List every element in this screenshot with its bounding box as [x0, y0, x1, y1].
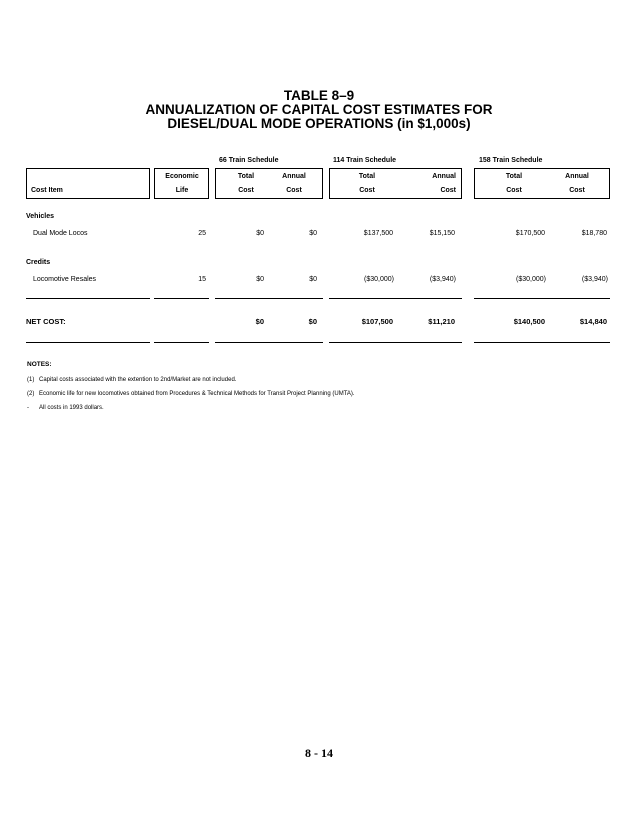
cell-66-annual: $0 — [309, 276, 317, 283]
header-158-annual-cost: Cost — [569, 187, 585, 194]
row-label-net-cost: NET COST: — [26, 317, 66, 326]
cell-66-total: $0 — [256, 276, 264, 283]
header-box-66 — [215, 168, 323, 199]
cell-114-total: $137,500 — [363, 230, 393, 237]
rule-below-net-66 — [215, 342, 323, 343]
cell-66-annual: $0 — [309, 230, 317, 237]
rule-above-net-life — [154, 298, 209, 299]
note-3 — [27, 404, 104, 412]
note-2-marker: (2) — [27, 391, 35, 397]
cell-158-total: $140,500 — [513, 317, 545, 326]
header-box-158 — [474, 168, 610, 199]
header-114-total: Total — [358, 173, 376, 180]
page-number: 8 - 14 — [305, 746, 333, 760]
rule-above-net-66 — [215, 298, 323, 299]
table-number: TABLE 8–9 — [283, 88, 355, 103]
header-158-total: Total — [505, 173, 523, 180]
rule-below-net-cost-item — [26, 342, 150, 343]
header-158-total-cost: Cost — [506, 187, 522, 194]
cell-life: 25 — [198, 230, 206, 237]
cell-66-annual: $0 — [308, 317, 317, 326]
rule-above-net-cost-item — [26, 298, 150, 299]
note-1-marker: (1) — [27, 377, 35, 383]
row-label-dual-mode-locos: Dual Mode Locos — [33, 230, 88, 237]
header-114-annual-cost: Cost — [440, 187, 456, 194]
note-1 — [27, 376, 236, 384]
header-114-total-cost: Cost — [359, 187, 375, 194]
group-158-train-schedule: 158 Train Schedule — [479, 157, 543, 164]
rule-above-net-114 — [329, 298, 462, 299]
cell-life: 15 — [198, 276, 206, 283]
cell-114-annual: $11,210 — [428, 317, 455, 326]
header-158-annual: Annual — [565, 173, 589, 180]
cell-114-annual: ($3,940) — [429, 276, 456, 283]
cell-158-annual: $14,840 — [579, 317, 607, 326]
cell-158-annual: ($3,940) — [581, 276, 608, 283]
rule-below-net-114 — [329, 342, 462, 343]
rule-below-net-158 — [474, 342, 610, 343]
cell-114-annual: $15,150 — [429, 230, 455, 237]
header-cost-item: Cost Item — [31, 187, 63, 194]
notes-heading: NOTES: — [27, 361, 52, 368]
section-credits: Credits — [26, 259, 51, 266]
group-66-train-schedule: 66 Train Schedule — [219, 157, 279, 164]
table-title-line-2: DIESEL/DUAL MODE OPERATIONS (in $1,000s) — [167, 116, 471, 131]
cell-114-total: $107,500 — [361, 317, 393, 326]
header-economic: Economic — [165, 173, 199, 180]
cell-158-total: ($30,000) — [516, 276, 546, 283]
header-66-total-cost: Cost — [238, 187, 254, 194]
note-2 — [27, 390, 355, 398]
note-1-text: Capital costs associated with the extention to 2nd/Market are not included. — [39, 377, 237, 383]
note-2-text: Economic life for new locomotives obtained from Procedures & Technical Methods for Transit Project Planning (UMTA). — [39, 391, 355, 397]
group-114-train-schedule: 114 Train Schedule — [333, 157, 397, 164]
cell-66-total: $0 — [256, 230, 264, 237]
cell-66-total: $0 — [255, 317, 264, 326]
cell-158-annual: $18,780 — [581, 230, 607, 237]
rule-above-net-158 — [474, 298, 610, 299]
cell-114-total: ($30,000) — [364, 276, 394, 283]
note-3-marker: - — [27, 405, 29, 411]
header-life: Life — [175, 187, 189, 194]
header-66-annual-cost: Cost — [286, 187, 302, 194]
row-label-locomotive-resales: Locomotive Resales — [33, 276, 97, 283]
cell-158-total: $170,500 — [515, 230, 545, 237]
section-vehicles: Vehicles — [26, 213, 55, 220]
table-title-line-1: ANNUALIZATION OF CAPITAL COST ESTIMATES FOR — [145, 102, 493, 117]
header-66-total: Total — [237, 173, 255, 180]
header-66-annual: Annual — [282, 173, 306, 180]
header-114-annual: Annual — [432, 173, 456, 180]
rule-below-net-life — [154, 342, 209, 343]
note-3-text: All costs in 1993 dollars. — [39, 405, 104, 411]
